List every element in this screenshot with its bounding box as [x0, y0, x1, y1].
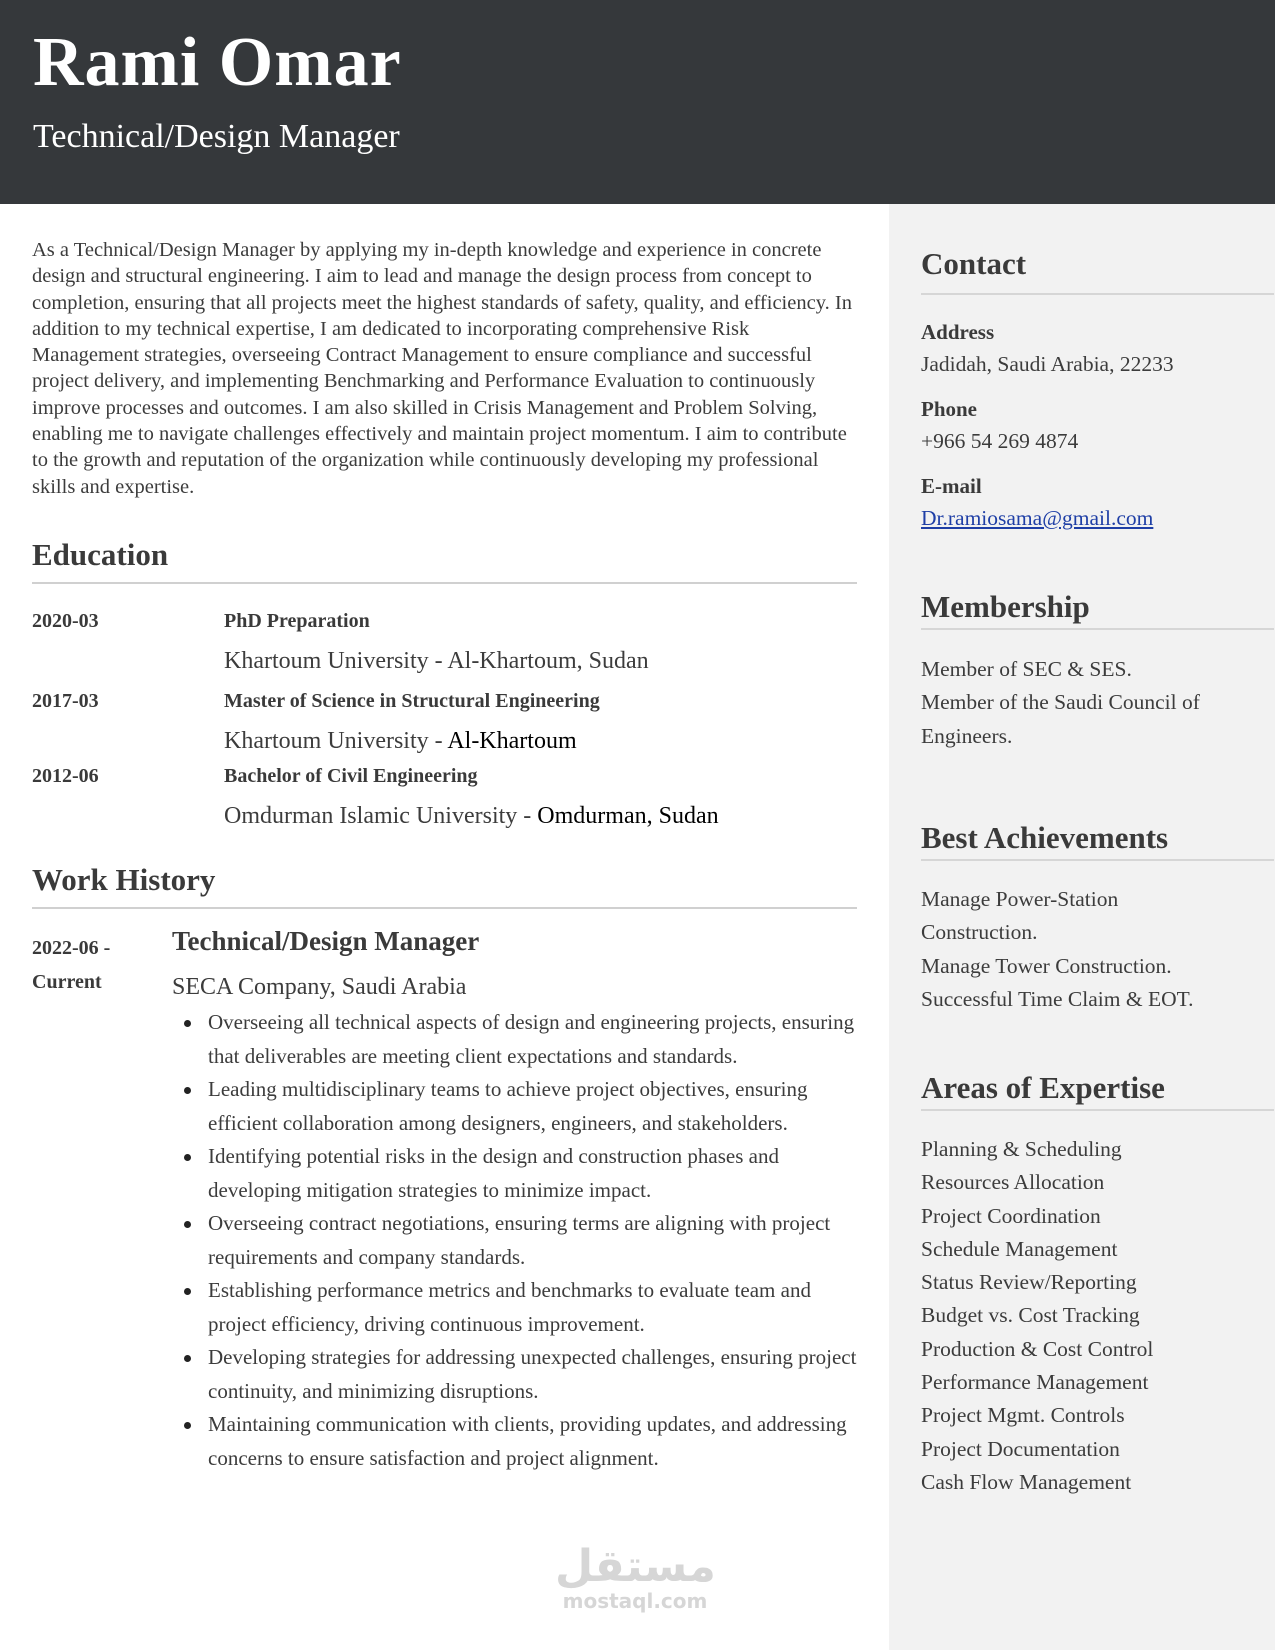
candidate-role: Technical/Design Manager — [33, 118, 400, 155]
membership-line: Engineers. — [921, 723, 1013, 748]
contact-divider — [921, 293, 1274, 295]
education-degree: Bachelor of Civil Engineering — [224, 765, 478, 787]
expertise-item: Status Review/Reporting — [921, 1270, 1137, 1295]
work-history-title: Work History — [32, 862, 216, 897]
education-title: Education — [32, 537, 169, 572]
watermark-arabic: مستقل — [555, 1541, 716, 1592]
education-school: Omdurman Islamic University — [224, 803, 518, 829]
membership-line: Member of the Saudi Council of — [921, 690, 1200, 715]
achievements-title: Best Achievements — [921, 820, 1169, 855]
expertise-item: Cash Flow Management — [921, 1469, 1132, 1494]
email-link[interactable]: Dr.ramiosama@gmail.com — [921, 506, 1154, 530]
education-date: 2017-03 — [32, 690, 99, 712]
responsibility-item: Leading multidisciplinary teams to achieve project objectives, ensuring efficient collaboration among designers, engineers, and stakeholders. — [172, 1073, 862, 1140]
candidate-name: Rami Omar — [33, 24, 402, 101]
education-separator: - — [517, 803, 538, 829]
expertise-item: Planning & Scheduling — [921, 1137, 1122, 1161]
education-school: Khartoum University — [224, 728, 429, 754]
education-school: Khartoum University — [224, 648, 429, 674]
education-school-line — [224, 648, 649, 675]
work-history-divider — [32, 907, 857, 909]
education-location: Al-Khartoum, Sudan — [447, 648, 649, 674]
responsibility-item: Developing strategies for addressing unexpected challenges, ensuring project continuity, and minimizing disruptions. — [172, 1341, 862, 1408]
watermark-latin: mostaql.com — [562, 1589, 708, 1613]
expertise-item: Performance Management — [921, 1370, 1149, 1395]
job-title: Technical/Design Manager — [172, 926, 480, 956]
job-responsibilities — [172, 1006, 862, 1475]
email-label: E-mail — [921, 474, 982, 498]
achievements-list — [921, 883, 1271, 1016]
contact-title: Contact — [921, 246, 1027, 281]
education-divider — [32, 582, 857, 584]
education-separator: - — [428, 728, 448, 754]
expertise-item: Resources Allocation — [921, 1170, 1105, 1195]
education-location: Omdurman, Sudan — [537, 803, 719, 829]
mostaql-watermark — [555, 1541, 716, 1613]
expertise-title: Areas of Expertise — [921, 1070, 1165, 1105]
expertise-item: Schedule Management — [921, 1236, 1118, 1261]
education-date: 2012-06 — [32, 765, 99, 787]
expertise-item: Production & Cost Control — [921, 1336, 1154, 1361]
membership-line: Member of SEC & SES. — [921, 657, 1132, 681]
achievements-divider — [921, 859, 1274, 861]
membership-list — [921, 653, 1271, 753]
achievement-line: Manage Power-Station — [921, 887, 1119, 911]
education-date: 2020-03 — [32, 610, 99, 632]
expertise-item: Budget vs. Cost Tracking — [921, 1303, 1140, 1328]
work-date-range — [32, 931, 152, 999]
education-location: Al-Khartoum — [447, 728, 577, 754]
job-company: SECA Company, Saudi Arabia — [172, 974, 467, 1000]
phone-value: +966 54 269 4874 — [921, 429, 1079, 453]
education-separator: - — [428, 648, 448, 674]
responsibility-item: Maintaining communication with clients, providing updates, and addressing concerns to ensure satisfaction and project alignment. — [172, 1408, 862, 1475]
achievement-line: Manage Tower Construction. — [921, 953, 1172, 978]
membership-title: Membership — [921, 589, 1090, 624]
education-degree: Master of Science in Structural Engineering — [224, 690, 600, 712]
membership-divider — [921, 628, 1274, 630]
responsibility-item: Overseeing all technical aspects of design and engineering projects, ensuring that deliverables are meeting client expectations and standards. — [172, 1006, 862, 1073]
address-label: Address — [921, 320, 995, 344]
education-degree: PhD Preparation — [224, 610, 370, 632]
expertise-divider — [921, 1109, 1274, 1111]
responsibility-item: Establishing performance metrics and benchmarks to evaluate team and project efficiency, driving continuous improvement. — [172, 1274, 862, 1341]
phone-label: Phone — [921, 397, 978, 421]
address-value: Jadidah, Saudi Arabia, 22233 — [921, 352, 1174, 376]
work-date-start: 2022-06 - — [32, 937, 111, 959]
achievement-line: Successful Time Claim & EOT. — [921, 986, 1194, 1011]
education-school-line — [224, 728, 577, 755]
resume-header — [0, 0, 1275, 204]
expertise-item: Project Coordination — [921, 1203, 1101, 1228]
work-date-end: Current — [32, 971, 102, 993]
responsibility-item: Identifying potential risks in the design and construction phases and developing mitigation strategies to minimize impact. — [172, 1140, 862, 1207]
education-school-line — [224, 803, 719, 830]
professional-summary: As a Technical/Design Manager by applying my in-depth knowledge and experience in concrete design and structural engineering. I aim to lead and manage the design process from concept to completion, ensuring that all projects meet the highest standards of safety, quality, and efficiency. In addition to my technical expertise, I am dedicated to incorporating comprehensive Risk Management strategies, overseeing Contract Management to ensure compliance and successful project delivery, and implementing Benchmarking and Performance Evaluation to continuously improve processes and outcomes. I am also skilled in Crisis Management and Problem Solving, enabling me to navigate challenges effectively and maintain project momentum. I aim to contribute to the growth and reputation of the organization while continuously developing my professional skills and expertise. — [32, 239, 852, 498]
achievement-line: Construction. — [921, 920, 1038, 945]
sidebar — [889, 204, 1275, 1650]
responsibility-item: Overseeing contract negotiations, ensuring terms are aligning with project requirements and company standards. — [172, 1207, 862, 1274]
expertise-item: Project Mgmt. Controls — [921, 1403, 1125, 1428]
expertise-item: Project Documentation — [921, 1436, 1120, 1461]
expertise-list — [921, 1133, 1271, 1499]
